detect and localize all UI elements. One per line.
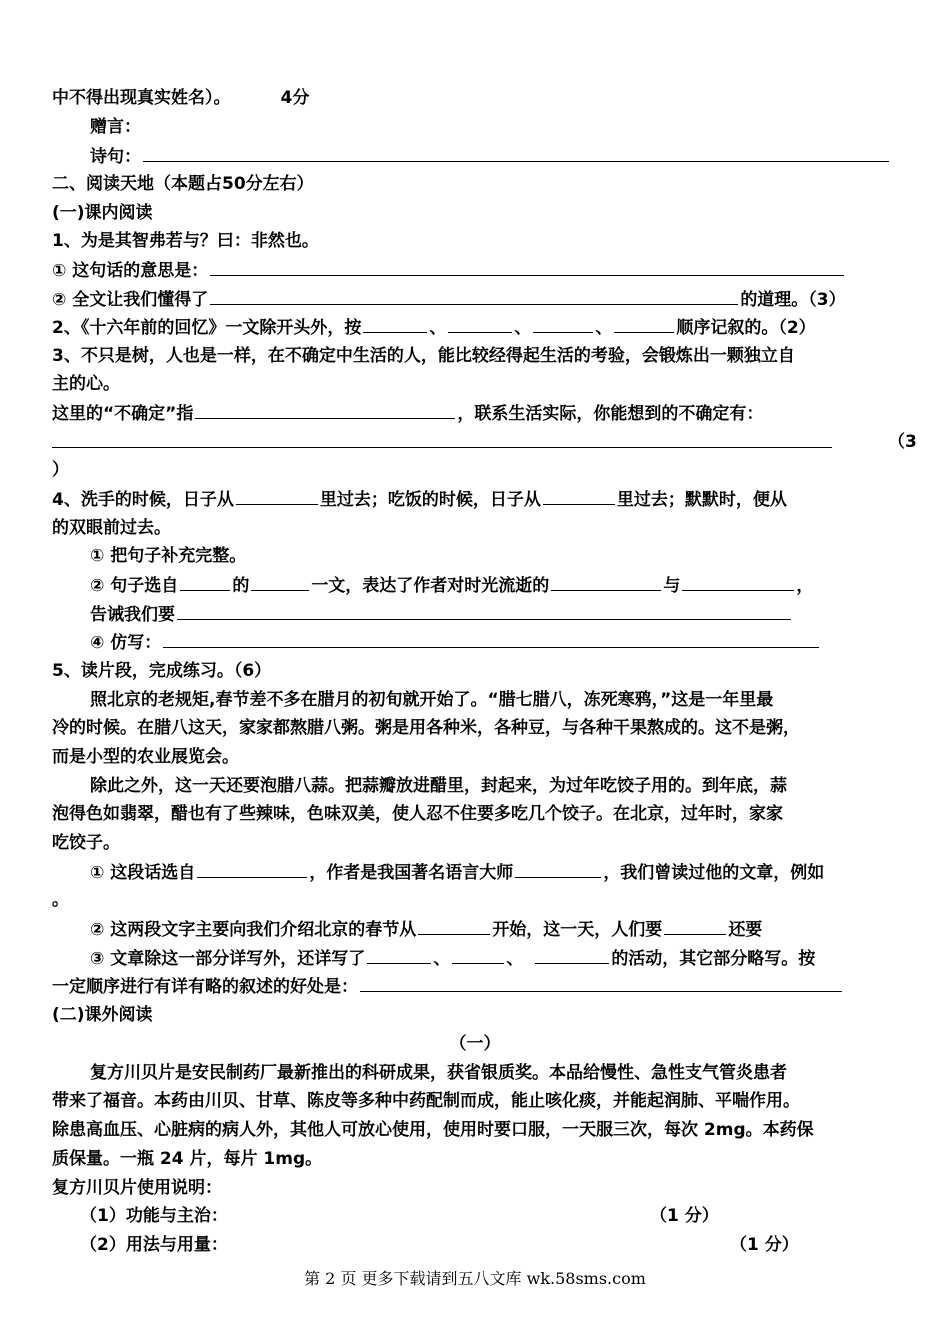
answer-blank[interactable]: [180, 571, 230, 591]
answer-blank[interactable]: [551, 571, 661, 591]
page-footer: 第 2 页 更多下载请到五八文库 wk.58sms.com: [304, 1269, 646, 1288]
question-5-3-line-2: 一定顺序进行有详有略的叙述的好处是：: [52, 972, 910, 1001]
question-5-2: ② 这两段文字主要向我们介绍北京的春节从 开始，这一天，人们要 还要: [90, 915, 910, 944]
gift-label: 赠言：: [90, 117, 141, 137]
question-4-4: ④ 仿写：: [90, 628, 910, 657]
subsection-extracurricular: (二)课外阅读: [52, 1005, 153, 1025]
answer-blank[interactable]: [143, 142, 889, 162]
answer-blank[interactable]: [210, 256, 844, 276]
question-5: 5、读片段，完成练习。（6）: [52, 661, 272, 681]
answer-blank[interactable]: [515, 858, 601, 878]
question-2: 2、《十六年前的回忆》一文除开头外，按 、 、 、 顺序记叙的。（2）: [52, 313, 910, 342]
answer-blank[interactable]: [177, 600, 791, 620]
answer-blank[interactable]: [195, 399, 455, 419]
passage-2-line-3: 吃饺子。: [52, 833, 120, 853]
question-3-blank-line: （3: [52, 428, 910, 457]
question-1a: ① 这句话的意思是：: [52, 256, 910, 285]
answer-blank[interactable]: [363, 313, 427, 333]
reading-line-1: 复方川贝片是安民制药厂最新推出的科研成果，获省银质奖。本品给慢性、急性支气管炎患者: [90, 1063, 787, 1083]
reading-line-2: 带来了福音。本药由川贝、甘草、陈皮等多种中药配制而成，能止咳化痰，并能起润肺、平喘作用。: [52, 1091, 800, 1111]
reading-line-4: 质保量。一瓶 24 片，每片 1mg。: [52, 1149, 323, 1169]
question-3-line-1: 3、不只是树，人也是一样，在不确定中生活的人，能比较经得起生活的考验，会锻炼出一颗独立自: [52, 346, 795, 366]
question-1: 1、为是其智弗若与？曰：非然也。: [52, 231, 319, 251]
answer-blank[interactable]: [367, 944, 431, 964]
reading-line-5: 复方川贝片使用说明：: [52, 1178, 222, 1198]
answer-blank[interactable]: [163, 628, 819, 648]
question-4-line-1: 4、洗手的时候，日子从 里过去；吃饭的时候，日子从 里过去；默默时，便从: [52, 485, 910, 514]
question-5-1-end: 。: [52, 890, 69, 910]
part-heading: （一）: [449, 1034, 501, 1054]
answer-blank[interactable]: [664, 915, 726, 935]
question-4-1: ① 把句子补充完整。: [90, 546, 247, 566]
passage-2-line-2: 泡得色如翡翠，醋也有了些辣味，色味双美，使人忍不住要多吃几个饺子。在北京，过年时，家家: [52, 804, 783, 824]
passage-1-line-3: 而是小型的农业展览会。: [52, 747, 239, 767]
header-line-1: 中不得出现真实姓名）。 4分: [52, 88, 310, 108]
answer-blank[interactable]: [197, 858, 307, 878]
passage-2-line-1: 除此之外，这一天还要泡腊八蒜。把蒜瓣放进醋里，封起来，为过年吃饺子用的。到年底，蒜: [90, 776, 787, 796]
question-5-3: ③ 文章除这一部分详写外，还详写了 、 、 的活动，其它部分略写。按: [90, 944, 910, 973]
subsection-inclass: (一)课内阅读: [52, 203, 153, 223]
answer-blank[interactable]: [614, 313, 674, 333]
question-4-2: ② 句子选自 的 一文，表达了作者对时光流逝的 与 ，: [90, 571, 910, 600]
answer-blank[interactable]: [360, 972, 842, 992]
answer-blank[interactable]: [533, 313, 593, 333]
reading-question-1: （1）功能与主治： （1 分）: [80, 1206, 719, 1226]
answer-blank[interactable]: [251, 571, 309, 591]
question-4-line-2: 的双眼前过去。: [52, 518, 171, 538]
question-3-line-2: 主的心。: [52, 374, 120, 394]
answer-blank[interactable]: [52, 428, 832, 448]
answer-blank[interactable]: [210, 285, 738, 305]
section-title: 二、阅读天地（本题占50分左右）: [52, 174, 314, 194]
answer-blank[interactable]: [452, 944, 504, 964]
answer-blank[interactable]: [418, 915, 490, 935]
question-5-1: ① 这段话选自 ，作者是我国著名语言大师 ，我们曾读过他的文章，例如: [90, 858, 910, 887]
question-3-score-end: ）: [52, 460, 69, 480]
question-1b: ② 全文让我们懂得了 的道理。（3）: [52, 285, 910, 314]
passage-1-line-1: 照北京的老规矩,春节差不多在腊月的初旬就开始了。“腊七腊八，冻死寒鸦，”这是一年里最: [90, 690, 774, 710]
answer-blank[interactable]: [543, 485, 615, 505]
answer-blank[interactable]: [236, 485, 318, 505]
reading-line-3: 除患高血压、心脏病的病人外，其他人可放心使用，使用时要口服，一天服三次，每次 2mg。本药保: [52, 1120, 814, 1140]
answer-blank[interactable]: [535, 944, 609, 964]
answer-blank[interactable]: [448, 313, 512, 333]
question-4-3: 告诫我们要: [90, 600, 910, 629]
poem-line: 诗句：: [90, 142, 910, 171]
question-3-line-3: 这里的“不确定”指 ，联系生活实际，你能想到的不确定有：: [52, 399, 910, 428]
reading-question-2: （2）用法与用量： （1 分）: [80, 1235, 799, 1255]
answer-blank[interactable]: [682, 571, 794, 591]
passage-1-line-2: 冷的时候。在腊八这天，家家都熬腊八粥。粥是用各种米，各种豆，与各种干果熬成的。这不是粥，: [52, 718, 800, 738]
